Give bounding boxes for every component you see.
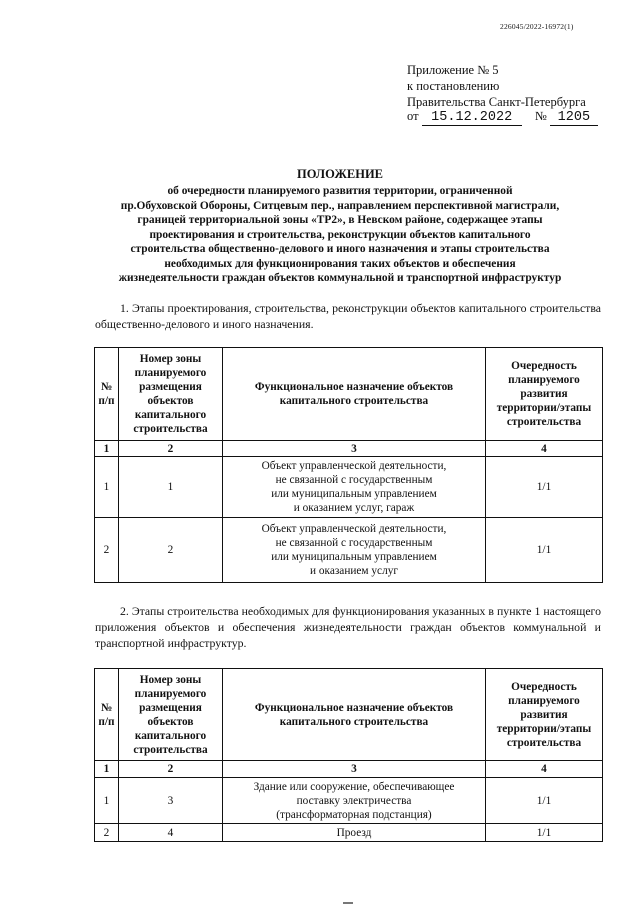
- purpose-line: (трансформаторная подстанция): [276, 808, 432, 821]
- header-number: № п/п: [95, 669, 119, 761]
- row-purpose: [223, 778, 486, 824]
- table-row: [95, 778, 603, 824]
- purpose-line: Объект управленческой деятельности,: [261, 460, 447, 472]
- table-header-row: [95, 348, 603, 441]
- row-zone: 2: [119, 518, 223, 583]
- row-purpose: [223, 518, 486, 583]
- row-zone: 3: [119, 778, 223, 824]
- row-zone: 4: [119, 824, 223, 842]
- purpose-line: не связанной с государственным: [275, 537, 433, 549]
- column-number-row: [95, 441, 603, 457]
- row-number: 2: [95, 824, 119, 842]
- col-number: 4: [486, 761, 603, 778]
- section2-paragraph: 2. Этапы строительства необходимых для функционирования указанных в пункте 1 настоящего приложения объектов и обеспечения жизнедеятельности граждан объектов коммунальной и транспортной инфраструктур.: [95, 604, 601, 650]
- col-number: 1: [95, 761, 119, 778]
- row-stage: 1/1: [486, 457, 603, 518]
- row-number: 2: [95, 518, 119, 583]
- appendix-government: Правительства Санкт-Петербурга: [407, 95, 586, 109]
- subtitle-line: строительства общественно-делового и иного назначения и этапы строительства: [130, 243, 550, 255]
- header-zone: Номер зоны планируемого размещения объектов капитального строительства: [119, 669, 223, 761]
- header-stage: Очередность планируемого развития территории/этапы строительства: [486, 669, 603, 761]
- row-purpose: [223, 824, 486, 842]
- subtitle-line: пр.Обуховской Обороны, Ситцевым пер., направлением перспективной магистрали,: [120, 199, 560, 212]
- table-row: [95, 518, 603, 583]
- subtitle-line: проектирования и строительства, реконструкции объектов капитального: [149, 228, 531, 241]
- table-row: [95, 457, 603, 518]
- subtitle-line: необходимых для функционирования таких объектов и обеспечения: [164, 257, 516, 270]
- purpose-line: или муниципальным управлением: [271, 488, 437, 500]
- appendix-number: Приложение № 5: [407, 63, 499, 77]
- col-number: 3: [223, 441, 486, 457]
- col-number: 3: [223, 761, 486, 778]
- purpose-line: или муниципальным управлением: [271, 551, 437, 563]
- purpose-line: поставку электричества: [296, 794, 412, 807]
- purpose-line: и оказанием услуг, гараж: [293, 502, 415, 514]
- table-row: [95, 824, 603, 842]
- purpose-line: не связанной с государственным: [275, 474, 433, 486]
- subtitle-line: жизнедеятельности граждан объектов коммунальной и транспортной инфраструктур: [118, 272, 562, 284]
- date-prefix: от: [407, 109, 419, 123]
- table-1: [94, 347, 603, 583]
- resolution-number: 1205: [550, 111, 598, 126]
- purpose-line: Объект управленческой деятельности,: [261, 523, 447, 535]
- purpose-line: Здание или сооружение, обеспечивающее: [253, 780, 455, 793]
- row-stage: 1/1: [486, 778, 603, 824]
- table-header-row: [95, 669, 603, 761]
- appendix-date-line: [407, 108, 598, 126]
- subtitle-line: границей территориальной зоны «ТР2», в Невском районе, содержащее этапы: [137, 214, 543, 226]
- col-number: 1: [95, 441, 119, 457]
- purpose-line: и оказанием услуг: [310, 565, 398, 577]
- col-number: 2: [119, 441, 223, 457]
- section1-paragraph: 1. Этапы проектирования, строительства, реконструкции объектов капитального строительства общественно-делового и иного назначения.: [95, 301, 601, 331]
- resolution-date: 15.12.2022: [422, 111, 522, 126]
- appendix-resolution-ref: к постановлению: [407, 79, 500, 93]
- row-stage: 1/1: [486, 824, 603, 842]
- page-edge-mark: [343, 902, 353, 904]
- row-stage: 1/1: [486, 518, 603, 583]
- column-number-row: [95, 761, 603, 778]
- header-purpose: Функциональное назначение объектов капитального строительства: [223, 348, 486, 441]
- header-zone: Номер зоны планируемого размещения объектов капитального строительства: [119, 348, 223, 441]
- col-number: 4: [486, 441, 603, 457]
- header-number: № п/п: [95, 348, 119, 441]
- row-zone: 1: [119, 457, 223, 518]
- page-title: ПОЛОЖЕНИЕ: [296, 167, 384, 181]
- purpose-line: Проезд: [336, 826, 372, 839]
- row-purpose: [223, 457, 486, 518]
- subtitle-line: об очередности планируемого развития территории, ограниченной: [167, 185, 513, 197]
- header-purpose: Функциональное назначение объектов капитального строительства: [223, 669, 486, 761]
- header-stage: Очередность планируемого развития территории/этапы строительства: [486, 348, 603, 441]
- col-number: 2: [119, 761, 223, 778]
- page-subtitle: [80, 184, 600, 286]
- table-2: [94, 668, 603, 842]
- row-number: 1: [95, 457, 119, 518]
- document-registration-number: 226045/2022-16972(1): [500, 22, 574, 31]
- number-prefix: №: [534, 109, 547, 123]
- row-number: 1: [95, 778, 119, 824]
